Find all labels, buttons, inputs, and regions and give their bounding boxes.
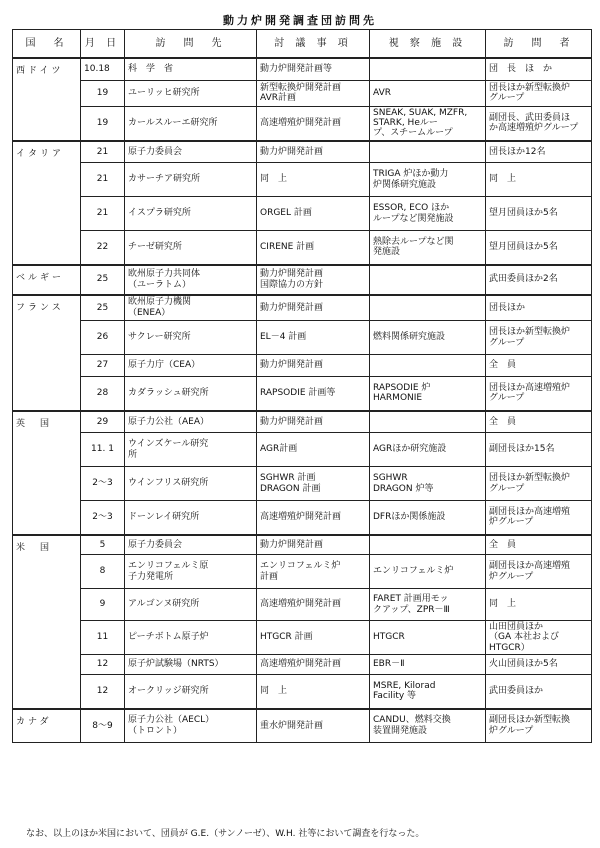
- place-cell: ドーンレイ研究所: [125, 501, 257, 535]
- country-cell: フランス: [13, 295, 81, 411]
- place-cell: 原子炉試験場（NRTS）: [125, 655, 257, 675]
- facility-cell: RAPSODIE 炉 HARMONIE: [370, 377, 486, 411]
- topic-cell: 動力炉開発計画: [257, 535, 370, 555]
- facility-cell: ESSOR, ECO ほか ループなど関発施設: [370, 197, 486, 231]
- place-cell: エンリコフェルミ原 子力発電所: [125, 555, 257, 589]
- table-row: [13, 265, 592, 295]
- facility-cell: SGHWR DRAGON 炉等: [370, 467, 486, 501]
- visit-schedule-table: [12, 29, 592, 743]
- country-cell: 西ドイツ: [13, 58, 81, 141]
- topic-cell: 動力炉開発計画: [257, 141, 370, 163]
- date-cell: 29: [81, 411, 125, 433]
- date-cell: 9: [81, 589, 125, 621]
- visitor-cell: 火山団員ほか5名: [486, 655, 592, 675]
- date-cell: 11: [81, 621, 125, 655]
- facility-cell: 熱除去ループなど関 発施設: [370, 231, 486, 265]
- facility-cell: HTGCR: [370, 621, 486, 655]
- date-cell: 2～3: [81, 467, 125, 501]
- table-row: [13, 467, 592, 501]
- table-row: [13, 621, 592, 655]
- table-row: [13, 321, 592, 355]
- header-facility: 視 察 施 設: [370, 30, 486, 59]
- visitor-cell: 副団長、武田委員ほ か高速増殖炉グループ: [486, 106, 592, 141]
- footnote: なお、以上のほか米国において、団員が G.E.（サンノーゼ）、W.H. 社等において調査を行なった。: [26, 829, 425, 839]
- facility-cell: AVR: [370, 80, 486, 106]
- visitor-cell: 武田委員ほか2名: [486, 265, 592, 295]
- table-row: [13, 433, 592, 467]
- facility-cell: エンリコフェルミ炉: [370, 555, 486, 589]
- place-cell: 原子力公社（AEA）: [125, 411, 257, 433]
- place-cell: 原子力委員会: [125, 535, 257, 555]
- table-row: [13, 295, 592, 321]
- topic-cell: 動力炉開発計画: [257, 355, 370, 377]
- topic-cell: 動力炉開発計画等: [257, 58, 370, 80]
- place-cell: カサーチア研究所: [125, 163, 257, 197]
- table-row: [13, 377, 592, 411]
- date-cell: 11. 1: [81, 433, 125, 467]
- place-cell: 原子力庁（CEA）: [125, 355, 257, 377]
- place-cell: 科 学 省: [125, 58, 257, 80]
- topic-cell: 動力炉開発計画 国際協力の方針: [257, 265, 370, 295]
- topic-cell: 同 上: [257, 163, 370, 197]
- place-cell: カールスルーエ研究所: [125, 106, 257, 141]
- table-row: [13, 106, 592, 141]
- facility-cell: MSRE, Kilorad Facility 等: [370, 675, 486, 709]
- topic-cell: 高速増殖炉開発計画: [257, 501, 370, 535]
- place-cell: ピーチボトム原子炉: [125, 621, 257, 655]
- date-cell: 19: [81, 80, 125, 106]
- table-row: [13, 589, 592, 621]
- visitor-cell: 望月団員ほか5名: [486, 197, 592, 231]
- date-cell: 26: [81, 321, 125, 355]
- facility-cell: [370, 535, 486, 555]
- date-cell: 21: [81, 197, 125, 231]
- date-cell: 19: [81, 106, 125, 141]
- table-row: [13, 535, 592, 555]
- place-cell: 原子力公社（AECL） （トロント）: [125, 709, 257, 743]
- facility-cell: [370, 141, 486, 163]
- date-cell: 12: [81, 675, 125, 709]
- header-place: 訪 問 先: [125, 30, 257, 59]
- header-visitor: 訪 問 者: [486, 30, 592, 59]
- date-cell: 22: [81, 231, 125, 265]
- header-topic: 討 議 事 項: [257, 30, 370, 59]
- place-cell: ウインズケール研究 所: [125, 433, 257, 467]
- visitor-cell: 全 員: [486, 355, 592, 377]
- facility-cell: DFRほか関係施設: [370, 501, 486, 535]
- country-cell: 英 国: [13, 411, 81, 535]
- facility-cell: [370, 58, 486, 80]
- facility-cell: [370, 355, 486, 377]
- place-cell: オークリッジ研究所: [125, 675, 257, 709]
- visitor-cell: 副団長ほか15名: [486, 433, 592, 467]
- facility-cell: SNEAK, SUAK, MZFR, STARK, Heルー プ、スチームループ: [370, 106, 486, 141]
- topic-cell: EL－4 計画: [257, 321, 370, 355]
- document-title: 動力炉開発調査団訪問先: [223, 14, 377, 27]
- topic-cell: 同 上: [257, 675, 370, 709]
- date-cell: 27: [81, 355, 125, 377]
- facility-cell: [370, 411, 486, 433]
- place-cell: 欧州原子力機関 （ENEA）: [125, 295, 257, 321]
- date-cell: 8～9: [81, 709, 125, 743]
- visitor-cell: 団長ほか: [486, 295, 592, 321]
- visitor-cell: 団長ほか高速増殖炉 グループ: [486, 377, 592, 411]
- table-row: [13, 197, 592, 231]
- date-cell: 21: [81, 141, 125, 163]
- table-row: [13, 675, 592, 709]
- facility-cell: AGRほか研究施設: [370, 433, 486, 467]
- facility-cell: [370, 295, 486, 321]
- topic-cell: 動力炉開発計画: [257, 411, 370, 433]
- table-body: [13, 58, 592, 743]
- visitor-cell: 団長ほか新型転換炉 グループ: [486, 321, 592, 355]
- facility-cell: EBR－Ⅱ: [370, 655, 486, 675]
- place-cell: イスプラ研究所: [125, 197, 257, 231]
- date-cell: 25: [81, 295, 125, 321]
- topic-cell: ORGEL 計画: [257, 197, 370, 231]
- visitor-cell: 武田委員ほか: [486, 675, 592, 709]
- topic-cell: 新型転換炉開発計画 AVR計画: [257, 80, 370, 106]
- table-row: [13, 555, 592, 589]
- visitor-cell: 同 上: [486, 589, 592, 621]
- header-date: 月 日: [81, 30, 125, 59]
- header-country: 国 名: [13, 30, 81, 59]
- topic-cell: AGR計画: [257, 433, 370, 467]
- topic-cell: 動力炉開発計画: [257, 295, 370, 321]
- visitor-cell: 副団長ほか高速増殖 炉グループ: [486, 501, 592, 535]
- visitor-cell: 団長ほか新型転換炉 グループ: [486, 467, 592, 501]
- topic-cell: 高速増殖炉開発計画: [257, 655, 370, 675]
- table-header-row: [13, 30, 592, 59]
- country-cell: 米 国: [13, 535, 81, 709]
- topic-cell: RAPSODIE 計画等: [257, 377, 370, 411]
- table-row: [13, 709, 592, 743]
- facility-cell: CANDU、燃料交換 装置開発施設: [370, 709, 486, 743]
- place-cell: サクレー研究所: [125, 321, 257, 355]
- table-row: [13, 355, 592, 377]
- place-cell: カダラッシュ研究所: [125, 377, 257, 411]
- table-row: [13, 411, 592, 433]
- date-cell: 10.18: [81, 58, 125, 80]
- facility-cell: 燃料関係研究施設: [370, 321, 486, 355]
- visitor-cell: 同 上: [486, 163, 592, 197]
- country-cell: ベルギー: [13, 265, 81, 295]
- place-cell: ウインフリス研究所: [125, 467, 257, 501]
- visitor-cell: 団 長 ほ か: [486, 58, 592, 80]
- facility-cell: TRIGA 炉ほか動力 炉関係研究施設: [370, 163, 486, 197]
- topic-cell: CIRENE 計画: [257, 231, 370, 265]
- topic-cell: SGHWR 計画 DRAGON 計画: [257, 467, 370, 501]
- table-row: [13, 655, 592, 675]
- topic-cell: 高速増殖炉開発計画: [257, 106, 370, 141]
- date-cell: 21: [81, 163, 125, 197]
- topic-cell: エンリコフェルミ炉 計画: [257, 555, 370, 589]
- facility-cell: [370, 265, 486, 295]
- date-cell: 28: [81, 377, 125, 411]
- place-cell: アルゴンヌ研究所: [125, 589, 257, 621]
- place-cell: ユーリッヒ研究所: [125, 80, 257, 106]
- table-row: [13, 501, 592, 535]
- place-cell: 原子力委員会: [125, 141, 257, 163]
- table-row: [13, 80, 592, 106]
- facility-cell: FARET 計画用モッ クアップ、ZPR－Ⅲ: [370, 589, 486, 621]
- table-row: [13, 163, 592, 197]
- date-cell: 12: [81, 655, 125, 675]
- visitor-cell: 団長ほか新型転換炉 グループ: [486, 80, 592, 106]
- topic-cell: 重水炉開発計画: [257, 709, 370, 743]
- visitor-cell: 全 員: [486, 535, 592, 555]
- visitor-cell: 望月団員ほか5名: [486, 231, 592, 265]
- place-cell: 欧州原子力共同体 （ユーラトム）: [125, 265, 257, 295]
- table-row: [13, 141, 592, 163]
- country-cell: イタリア: [13, 141, 81, 265]
- topic-cell: 高速増殖炉開発計画: [257, 589, 370, 621]
- date-cell: 5: [81, 535, 125, 555]
- date-cell: 8: [81, 555, 125, 589]
- country-cell: カナダ: [13, 709, 81, 743]
- visitor-cell: 全 員: [486, 411, 592, 433]
- date-cell: 25: [81, 265, 125, 295]
- visitor-cell: 副団長ほか新型転換 炉グループ: [486, 709, 592, 743]
- table-row: [13, 231, 592, 265]
- visitor-cell: 副団長ほか高速増殖 炉グループ: [486, 555, 592, 589]
- place-cell: チーゼ研究所: [125, 231, 257, 265]
- topic-cell: HTGCR 計画: [257, 621, 370, 655]
- table-row: [13, 58, 592, 80]
- visitor-cell: 山田団員ほか （GA 本社および HTGCR）: [486, 621, 592, 655]
- visitor-cell: 団長ほか12名: [486, 141, 592, 163]
- date-cell: 2～3: [81, 501, 125, 535]
